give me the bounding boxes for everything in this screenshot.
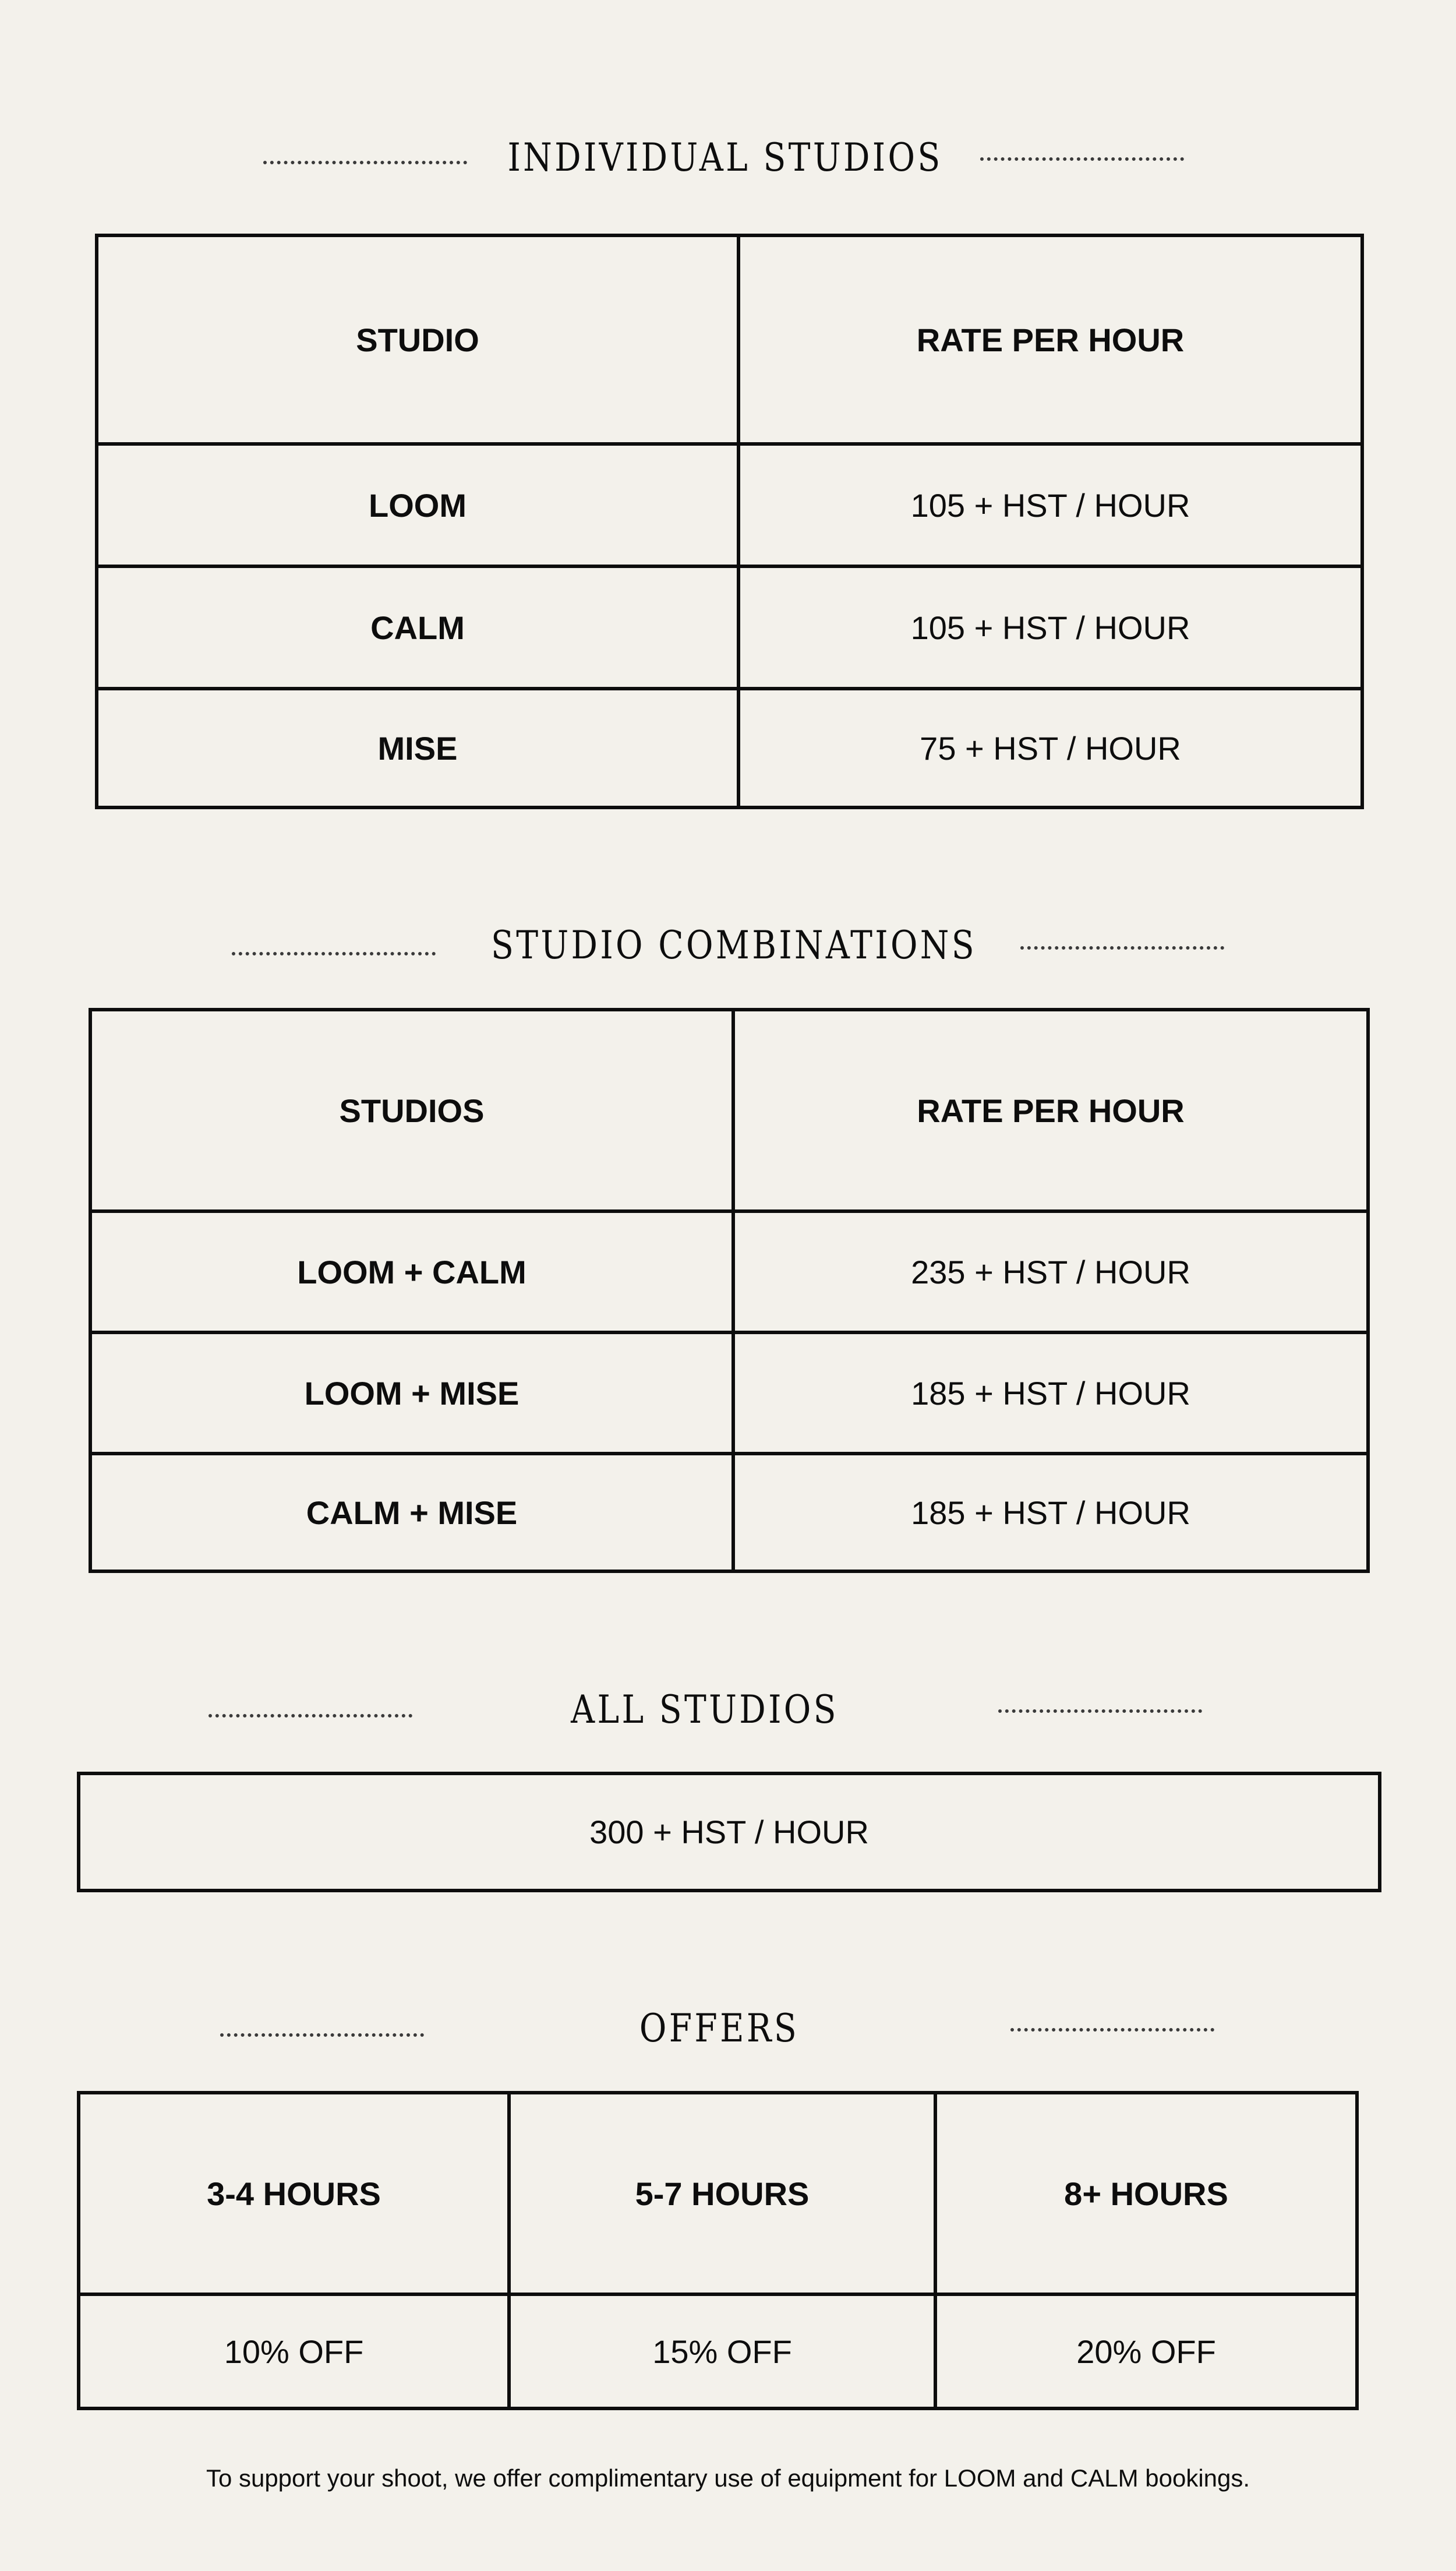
studio-combinations-title: STUDIO COMBINATIONS	[491, 923, 977, 968]
studio-combination-rate: 185 + HST / HOUR	[731, 1455, 1366, 1570]
studio-combination-name: LOOM + MISE	[304, 1374, 520, 1412]
table-row	[92, 1331, 1366, 1452]
heading-divider-right	[1020, 946, 1224, 950]
all-studios-title: ALL STUDIOS	[571, 1687, 839, 1732]
table-row	[80, 1775, 1378, 1889]
header-rate-per-hour: RATE PER HOUR	[731, 1011, 1366, 1209]
heading-divider-left	[263, 161, 467, 164]
table-row	[80, 2293, 1355, 2407]
individual-studios-heading	[0, 132, 1456, 184]
header-rate-per-hour: RATE PER HOUR	[737, 237, 1360, 442]
offer-duration: 5-7 HOURS	[507, 2094, 934, 2293]
table-row	[92, 1452, 1366, 1570]
heading-divider-right	[998, 1709, 1202, 1713]
table-header-row	[98, 237, 1360, 442]
table-row	[92, 1209, 1366, 1331]
offers-heading	[0, 2002, 1456, 2055]
offer-duration: 3-4 HOURS	[207, 2175, 381, 2212]
studio-combination-name: LOOM + CALM	[297, 1253, 526, 1290]
studio-combinations-heading	[0, 919, 1456, 972]
studio-combination-rate: 185 + HST / HOUR	[731, 1334, 1366, 1452]
heading-divider-left	[220, 2033, 424, 2037]
all-studios-table	[77, 1772, 1381, 1892]
offer-discount: 20% OFF	[934, 2296, 1355, 2407]
studio-rate: 105 + HST / HOUR	[737, 446, 1360, 565]
offers-table	[77, 2091, 1359, 2410]
table-header-row	[92, 1011, 1366, 1209]
heading-divider-left	[232, 952, 436, 955]
offer-discount: 10% OFF	[224, 2333, 364, 2370]
heading-divider-left	[208, 1714, 412, 1717]
studio-name: LOOM	[369, 486, 467, 524]
table-row	[98, 442, 1360, 565]
heading-divider-right	[980, 157, 1184, 161]
individual-studios-table	[95, 234, 1364, 809]
header-studio: STUDIO	[356, 321, 479, 358]
studio-name: CALM	[370, 609, 465, 646]
offer-duration: 8+ HOURS	[934, 2094, 1355, 2293]
studio-combination-name: CALM + MISE	[306, 1494, 518, 1531]
table-row	[98, 565, 1360, 687]
offer-discount: 15% OFF	[507, 2296, 934, 2407]
individual-studios-title: INDIVIDUAL STUDIOS	[507, 135, 943, 180]
equipment-footnote: To support your shoot, we offer complimentary use of equipment for LOOM and CALM bookings.	[206, 2464, 1250, 2492]
all-studios-heading	[0, 1684, 1456, 1736]
all-studios-rate: 300 + HST / HOUR	[589, 1814, 869, 1850]
table-row	[98, 687, 1360, 806]
studio-rate: 75 + HST / HOUR	[737, 690, 1360, 806]
studio-combination-rate: 235 + HST / HOUR	[731, 1213, 1366, 1331]
table-header-row	[80, 2094, 1355, 2293]
studio-name: MISE	[377, 729, 458, 767]
studio-combinations-table	[89, 1008, 1370, 1573]
heading-divider-right	[1010, 2028, 1214, 2032]
header-studios: STUDIOS	[339, 1092, 485, 1129]
offers-title: OFFERS	[639, 2006, 800, 2051]
studio-rate: 105 + HST / HOUR	[737, 568, 1360, 687]
